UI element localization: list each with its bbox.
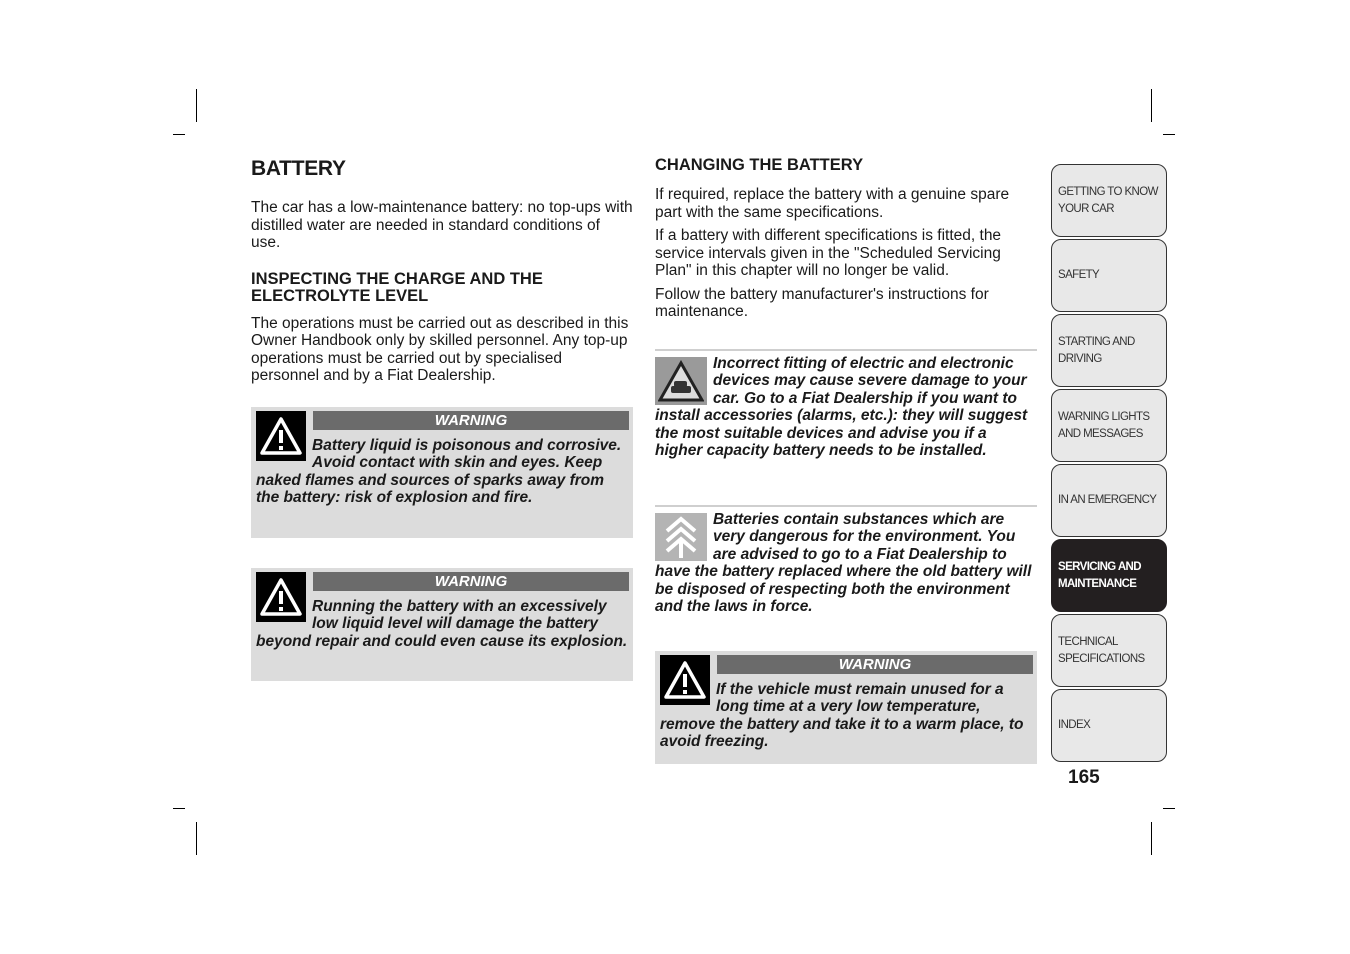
warning-triangle-icon (660, 655, 710, 705)
note-environment (655, 505, 1037, 651)
tab-index[interactable]: INDEX (1051, 689, 1167, 762)
chapter-sidebar (1051, 164, 1169, 764)
tab-emergency[interactable]: IN AN EMERGENCY (1051, 464, 1167, 537)
recycle-tree-icon (655, 513, 707, 561)
middle-column (655, 157, 1037, 764)
note-electronics (655, 349, 1037, 505)
crop-mark (1151, 822, 1152, 855)
crop-mark (1163, 808, 1175, 809)
warning-box-3 (655, 651, 1037, 764)
crop-mark (173, 808, 185, 809)
left-column (251, 157, 633, 681)
car-damage-icon (655, 357, 707, 405)
changing-battery-heading: CHANGING THE BATTERY (655, 156, 864, 174)
changing-para-2: If a battery with different specifications is fitted, the service intervals given in the "Scheduled Servicing Plan" in this chapter will no longer be valid. (655, 227, 1002, 279)
crop-mark (196, 822, 197, 855)
battery-intro: The car has a low-maintenance battery: no top-ups with distilled water are needed in standard conditions of use. (251, 199, 633, 251)
changing-para-1: If required, replace the battery with a genuine spare part with the same specifications. (655, 186, 1010, 221)
warning-text: Running the battery with an excessively low liquid level will damage the battery beyond repair and could even cause its explosion. (256, 597, 628, 650)
warning-triangle-icon (256, 411, 306, 461)
tab-technical-specs[interactable]: TECHNICAL SPECIFICATIONS (1051, 614, 1167, 687)
changing-para-3: Follow the battery manufacturer's instructions for maintenance. (655, 285, 989, 320)
crop-mark (173, 134, 185, 135)
tab-getting-to-know[interactable]: GETTING TO KNOW YOUR CAR (1051, 164, 1167, 237)
crop-mark (1151, 89, 1152, 122)
page-title: BATTERY (251, 157, 346, 180)
tab-servicing-maintenance[interactable]: SERVICING AND MAINTENANCE (1051, 539, 1167, 612)
note-electronics-text: Incorrect fitting of electric and electronic devices may cause severe damage to your car. Go to a Fiat Dealership if you want to install accessories (alarms, etc.): they will suggest the most suitable devices and advise you if a higher capacity battery needs to be installed. (655, 354, 1028, 459)
page-number: 165 (1068, 767, 1100, 788)
warning-box-1 (251, 407, 633, 538)
warning-label: WARNING (313, 572, 629, 591)
tab-starting-driving[interactable]: STARTING AND DRIVING (1051, 314, 1167, 387)
tab-warning-lights[interactable]: WARNING LIGHTS AND MESSAGES (1051, 389, 1167, 462)
warning-box-2 (251, 568, 633, 681)
warning-triangle-icon (256, 572, 306, 622)
crop-mark (1163, 134, 1175, 135)
warning-text: If the vehicle must remain unused for a long time at a very low temperature, remove the battery and take it to a warm place, to avoid freezing. (660, 680, 1024, 750)
tab-safety[interactable]: SAFETY (1051, 239, 1167, 312)
warning-text: Battery liquid is poisonous and corrosive. Avoid contact with skin and eyes. Keep naked flames and sources of sparks away from the battery: risk of explosion and fire. (256, 436, 622, 506)
inspect-heading: INSPECTING THE CHARGE AND THE ELECTROLYTE LEVEL (251, 269, 543, 305)
crop-mark (196, 89, 197, 122)
note-environment-text: Batteries contain substances which are very dangerous for the environment. You are advised to go to a Fiat Dealership to have the battery replaced where the old battery will be disposed of respecting both the environment and the laws in force. (655, 510, 1032, 615)
warning-label: WARNING (313, 411, 629, 430)
warning-label: WARNING (717, 655, 1033, 674)
inspect-text: The operations must be carried out as described in this Owner Handbook only by skilled personnel. Any top-up operations must be carried out by specialised personnel and by a Fiat Dealership. (251, 314, 629, 384)
